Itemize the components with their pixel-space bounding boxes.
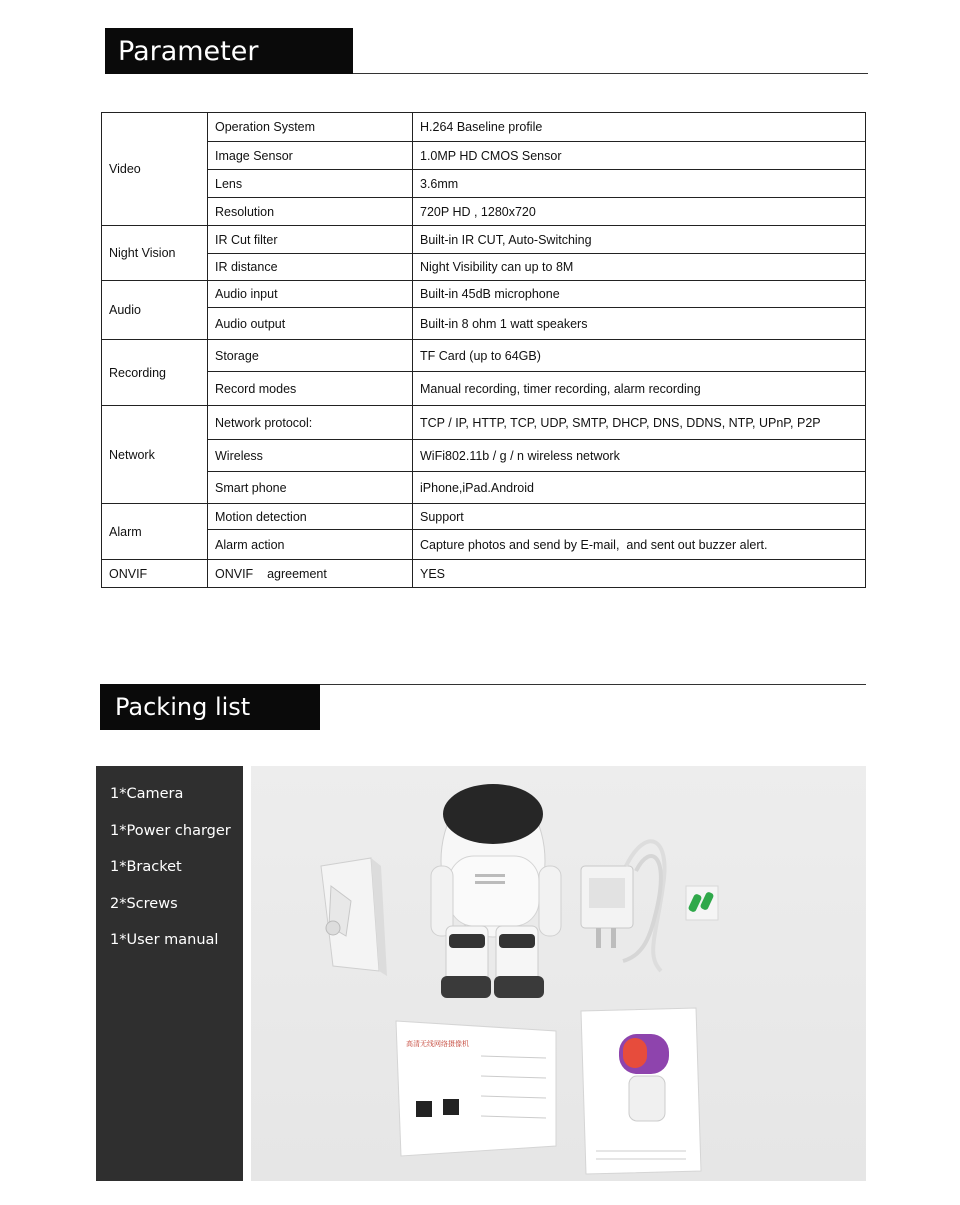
- parameter-row: [102, 142, 866, 170]
- packing-list-item: 1*User manual: [110, 932, 219, 949]
- parameter-value: Built-in 45dB microphone: [413, 281, 866, 308]
- parameter-row: [102, 406, 866, 440]
- parameter-value: 3.6mm: [413, 170, 866, 198]
- parameter-value: Manual recording, timer recording, alarm recording: [413, 372, 866, 406]
- parameter-key: Image Sensor: [208, 142, 413, 170]
- parameter-key: IR distance: [208, 254, 413, 281]
- parameter-key: Record modes: [208, 372, 413, 406]
- parameter-key: Operation System: [208, 113, 413, 142]
- parameter-row: [102, 560, 866, 588]
- parameter-table: [101, 112, 866, 588]
- packing-list-header-rule: [320, 684, 866, 685]
- parameter-key: Lens: [208, 170, 413, 198]
- parameter-key: Wireless: [208, 440, 413, 472]
- parameter-value: 720P HD , 1280x720: [413, 198, 866, 226]
- parameter-header-rule: [353, 73, 868, 74]
- parameter-key: Audio output: [208, 308, 413, 340]
- packing-list-title: Packing list: [100, 684, 320, 730]
- parameter-category: Audio: [102, 281, 208, 340]
- parameter-row: [102, 530, 866, 560]
- bracket-illustration: [321, 858, 387, 976]
- parameter-row: [102, 281, 866, 308]
- parameter-category: ONVIF: [102, 560, 208, 588]
- screws-illustration: [686, 886, 718, 920]
- packing-list-item: 2*Screws: [110, 895, 178, 912]
- parameter-value: Night Visibility can up to 8M: [413, 254, 866, 281]
- user-manual-illustration: [396, 1008, 701, 1174]
- parameter-key: IR Cut filter: [208, 226, 413, 254]
- parameter-row: [102, 226, 866, 254]
- parameter-key: Smart phone: [208, 472, 413, 504]
- parameter-key: Motion detection: [208, 504, 413, 530]
- parameter-category: Alarm: [102, 504, 208, 560]
- parameter-row: [102, 308, 866, 340]
- parameter-row: [102, 113, 866, 142]
- parameter-category: Recording: [102, 340, 208, 406]
- parameter-key: Storage: [208, 340, 413, 372]
- packing-list-item: 1*Bracket: [110, 859, 182, 876]
- parameter-row: [102, 254, 866, 281]
- power-charger-illustration: [581, 841, 665, 971]
- parameter-value: Built-in 8 ohm 1 watt speakers: [413, 308, 866, 340]
- parameter-category: Night Vision: [102, 226, 208, 281]
- packing-list-item: 1*Camera: [110, 786, 184, 802]
- parameter-value: YES: [413, 560, 866, 588]
- manual-heading: 高清无线网络摄像机: [406, 1040, 469, 1048]
- packing-list-item: 1*Power charger: [110, 822, 231, 839]
- product-photo-illustration: [251, 766, 866, 1181]
- parameter-value: Built-in IR CUT, Auto-Switching: [413, 226, 866, 254]
- parameter-row: [102, 372, 866, 406]
- parameter-row: [102, 170, 866, 198]
- parameter-row: [102, 340, 866, 372]
- product-photo: [251, 766, 866, 1181]
- parameter-row: [102, 472, 866, 504]
- parameter-value: Support: [413, 504, 866, 530]
- parameter-key: Network protocol:: [208, 406, 413, 440]
- parameter-key: Audio input: [208, 281, 413, 308]
- camera-illustration: [431, 784, 561, 998]
- parameter-value: 1.0MP HD CMOS Sensor: [413, 142, 866, 170]
- parameter-row: [102, 440, 866, 472]
- parameter-value: WiFi802.11b / g / n wireless network: [413, 440, 866, 472]
- parameter-value: H.264 Baseline profile: [413, 113, 866, 142]
- parameter-value: TF Card (up to 64GB): [413, 340, 866, 372]
- parameter-value: TCP / IP, HTTP, TCP, UDP, SMTP, DHCP, DNS, DDNS, NTP, UPnP, P2P: [413, 406, 866, 440]
- packing-list-panel: [96, 766, 243, 1181]
- parameter-key: Alarm action: [208, 530, 413, 560]
- parameter-key: Resolution: [208, 198, 413, 226]
- parameter-row: [102, 504, 866, 530]
- parameter-category: Video: [102, 113, 208, 226]
- parameter-row: [102, 198, 866, 226]
- parameter-key: ONVIF agreement: [208, 560, 413, 588]
- parameter-title: Parameter: [105, 28, 353, 74]
- parameter-category: Network: [102, 406, 208, 504]
- parameter-value: iPhone,iPad.Android: [413, 472, 866, 504]
- parameter-value: Capture photos and send by E-mail, and sent out buzzer alert.: [413, 530, 866, 560]
